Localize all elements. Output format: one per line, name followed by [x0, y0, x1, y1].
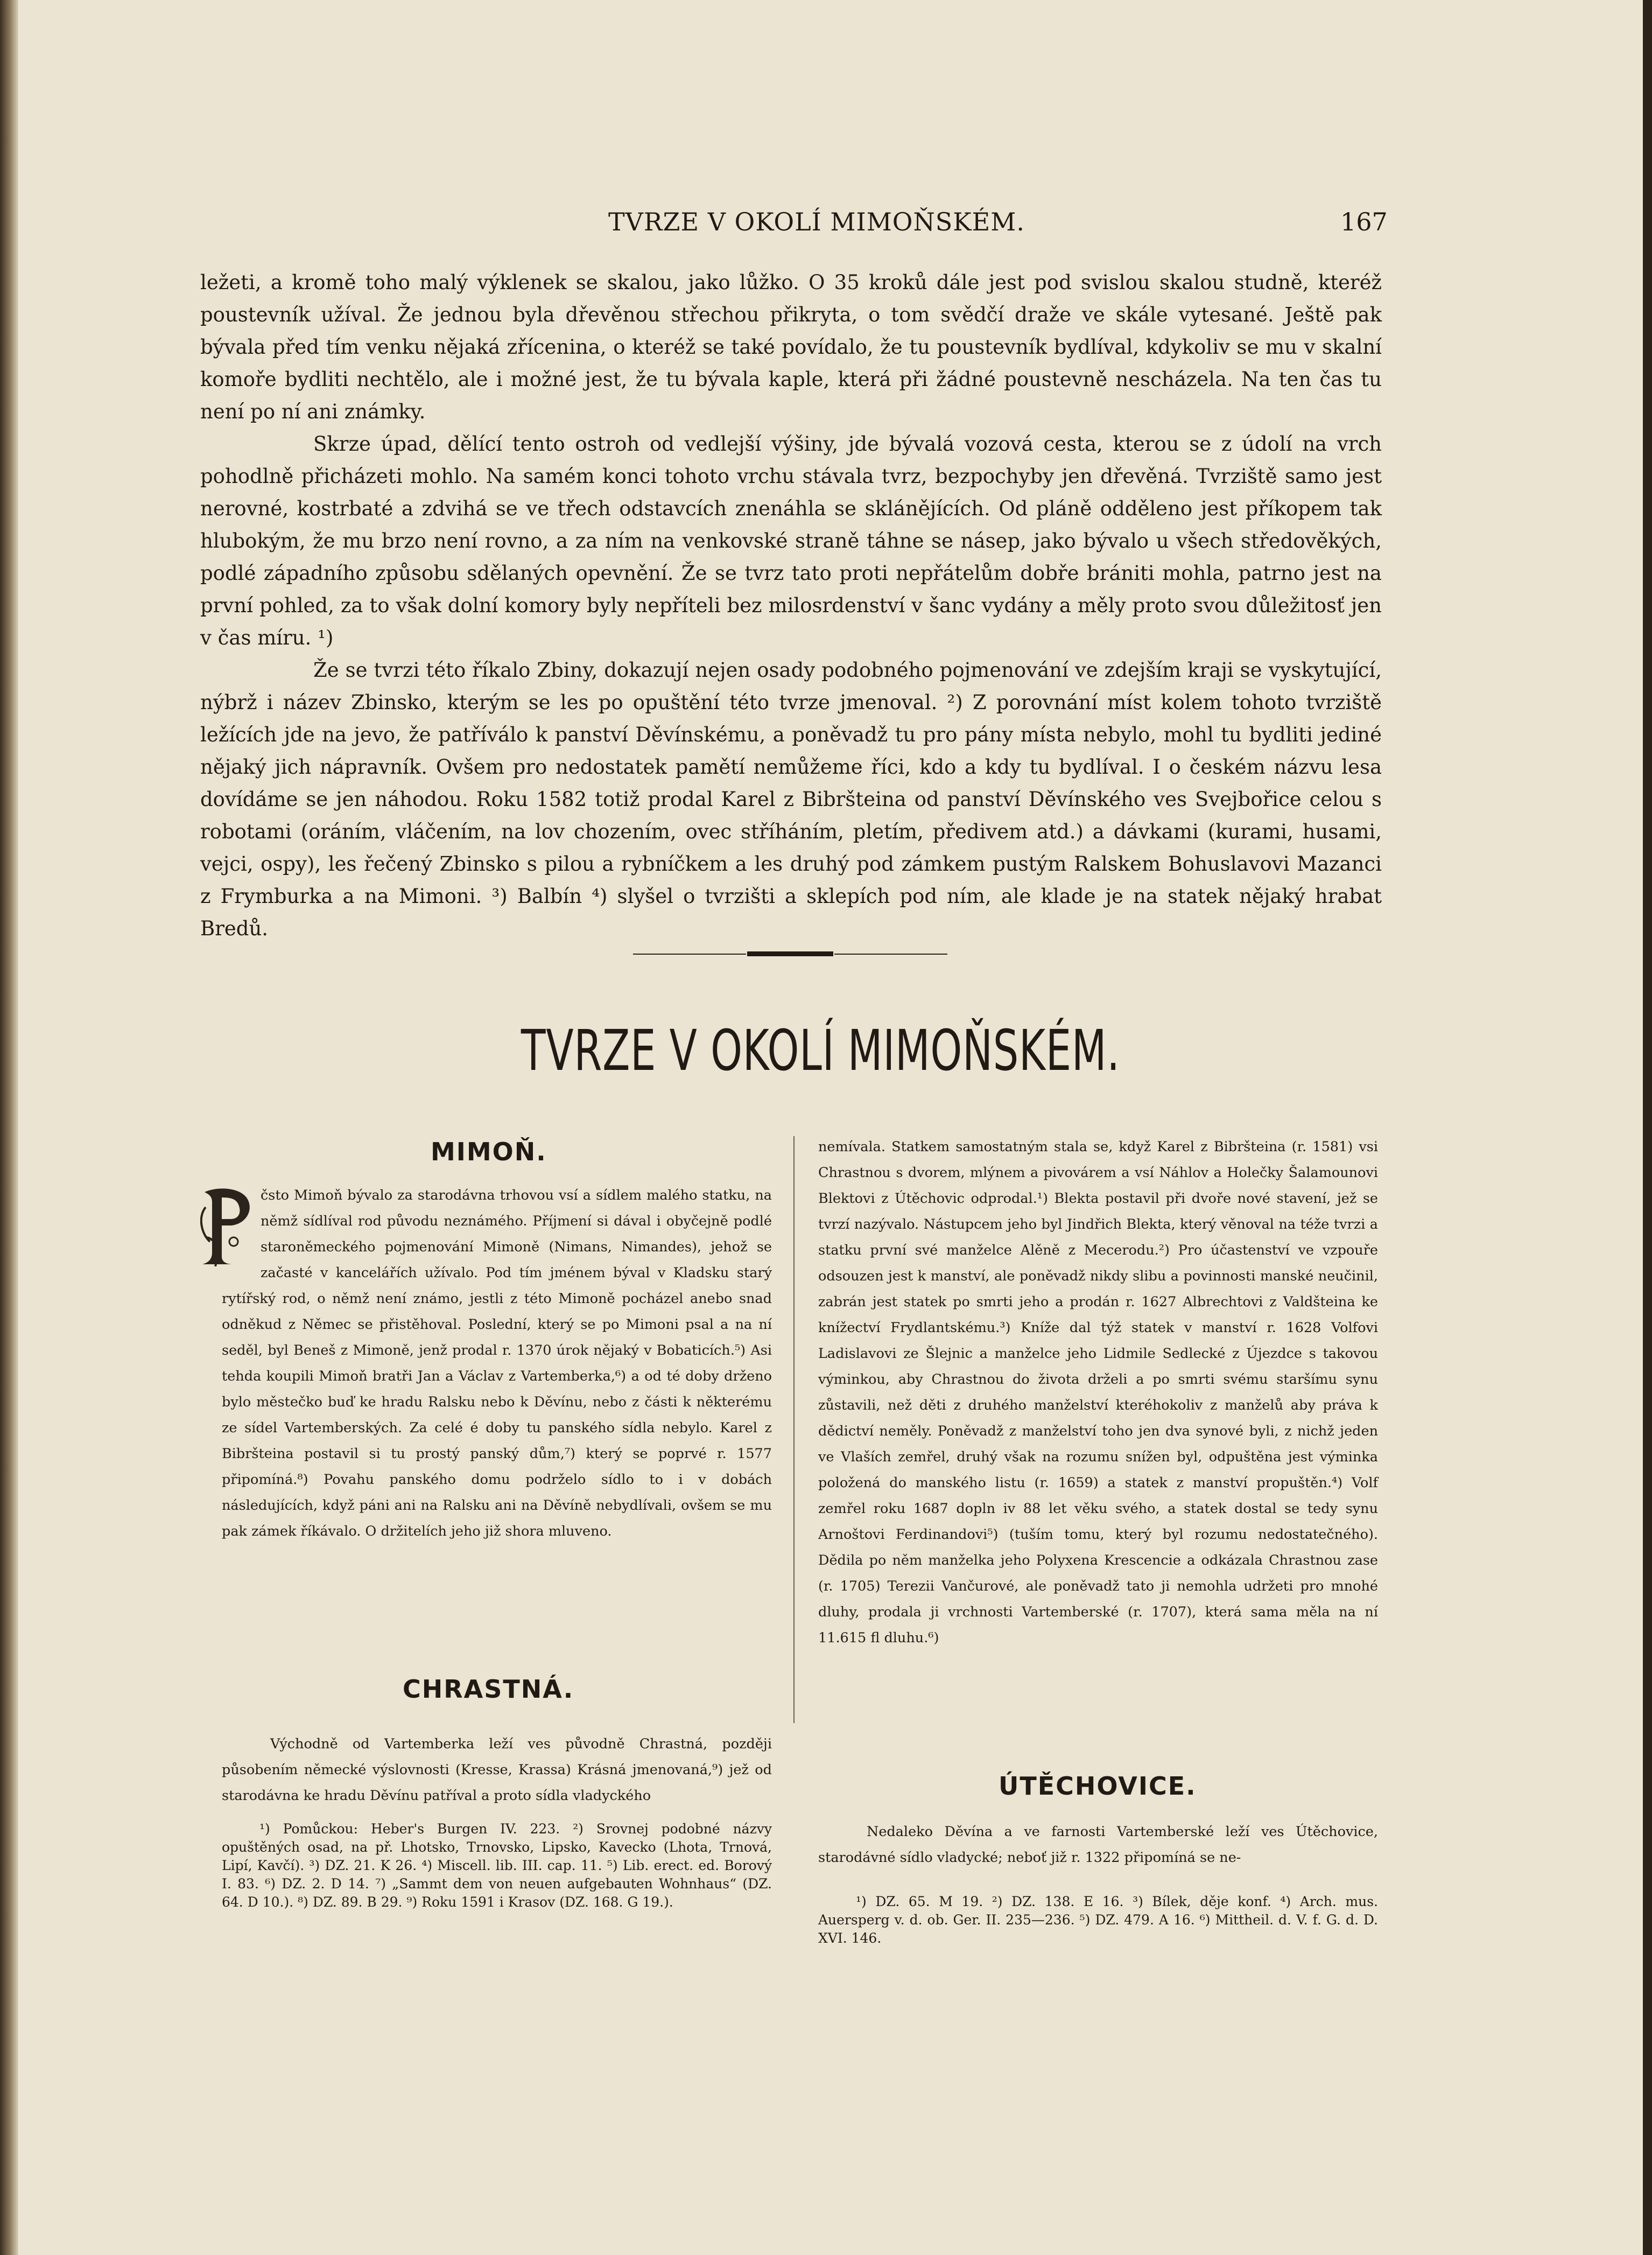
footnote-text: ¹) DZ. 65. M 19. ²) DZ. 138. E 16. ³) Bílek, děje konf. ⁴) Arch. mus. Auersperg v. d. ob. Ger. II. 235—236. ⁵) DZ. 479. A 16. ⁶) Mittheil. d. V. f. G. d. D. XVI. 146. — [818, 1894, 1378, 1946]
paragraph: nemívala. Statkem samostatným stala se, když Karel z Bibršteina (r. 1581) vsi Chrastnou s dvorem, mlýnem a pivovárem a vsí Náhlov a Holečky Šalamounovi Blektovi z Útěchovic odprodal.¹) Blekta postavil při dvoře nové stavení, jež se tvrzí nazývalo. Nástupcem jeho byl Jindřich Blekta, který věnoval na téže tvrzi a statku první své manželce Alěně z Mecerodu.²) Pro účastenství ve vzpouře odsouzen jest k manství, ale poněvadž nikdy slibu a povinnosti manské neučinil, zabrán jest statek po smrti jeho a prodán r. 1627 Albrechtovi z Valdšteina ke knížectví Frydlantskému.³) Kníže dal týž statek v manství r. 1628 Volfovi Ladislavovi ze Šlejnic a manželce jeho Lidmile Sedlecké z Újezdce s takovou výminkou, aby Chrastnou do života drželi a po smrti svému staršímu synu zůstavili, než děti z druhého manželství kteréhokoliv z manželů aby práva k dědictví neměly. Poněvadž z manželství toho jen dva synové byli, z nichž jeden ve Vlaších zemřel, druhý však na rozumu snížen byl, odpuštěna jest výminka položená do manského listu (r. 1659) a statek z manství propuštěn.⁴) Volf zemřel roku 1687 dopln iv 88 let věku svého, a statek dostal se tedy synu Arnoštovi Ferdinandovi⁵) (tuším tomu, který byl rozumu nedostatečného). Dědila po něm manželka jeho Polyxena Krescencie a odkázala Chrastnou zase (r. 1705) Terezii Vančurové, ale poněvadž tato ji nemohla udržeti pro mnohé dluhy, prodala ji vrchnosti Vartemberské (r. 1707), která sama měla na ní 11.615 fl dluhu.⁶) — [818, 1139, 1378, 1646]
separator-rule-right — [834, 954, 947, 955]
page-number: 167 — [1340, 207, 1388, 236]
left-column-chrastna — [222, 1731, 772, 1809]
subheading-chrastna: CHRASTNÁ. — [403, 1675, 574, 1704]
footnotes-right — [818, 1893, 1378, 1948]
paragraph: čsto Mimoň bývalo za starodávna trhovou vsí a sídlem malého statku, na němž sídlíval rod původu neznámého. Příjmení si dával i obyčejně podlé staroněmeckého pojmenování Mimoně (Nimans, Nimandes), jehož se začasté v kancelářích užívalo. Pod tím jménem býval v Kladsku starý rytířský rod, o němž není známo, jestli z této Mimoně pocházel anebo snad odněkud z Němec se přistěhoval. Poslední, který se po Mimoni psal a na ní seděl, byl Beneš z Mimoně, jenž prodal r. 1370 úrok nějaký v Bobaticích.⁵) Asi tehda koupili Mimoň bratři Jan a Václav z Vartemberka,⁶) a od té doby drženo bylo městečko buď ke hradu Ralsku nebo k Děvínu, nebo z části k některému ze sídel Vartemberských. Za celé é doby tu panského sídla nebylo. Karel z Bibršteina postavil si tu prostý panský dům,⁷) který se poprvé r. 1577 připomíná.⁸) Povahu panského domu podrželo sídlo to i v dobách následujících, když páni ani na Ralsku ani na Děvíně nebydlívali, ovšem se mu pak zámek říkávalo. O držitelích jeho již shora mluveno. — [222, 1187, 772, 1539]
book-binding — [0, 0, 18, 2255]
paragraph: Východně od Vartemberka leží ves původně Chrastná, později působením německé výslovnosti (Kresse, Krassa) Krásná jmenovaná,⁹) jež od starodávna ke hradu Děvínu patříval a proto sídla vladyckého — [222, 1736, 772, 1804]
page-edge — [1643, 0, 1652, 2255]
section-title: TVRZE V OKOLÍ MIMOŇSKÉM. — [521, 1018, 1120, 1083]
paragraph: Skrze úpad, dělící tento ostroh od vedlejší výšiny, jde bývalá vozová cesta, kterou se z údolí na vrch pohodlně přicházeti mohlo. Na samém konci tohoto vrchu stávala tvrz, bezpochyby jen dřevěná. Tvrziště samo jest nerovné, kostrbaté a zdvihá se ve třech odstavcích znenáhla se sklánějících. Od pláně odděleno jest příkopem tak hlubokým, že mu brzo není rovno, a za ním na venkovské straně táhne se násep, jako bývalo u všech středověkých, podlé západního způsobu sdělaných opevnění. Že se tvrz tato proti nepřátelům dobře brániti mohla, patrno jest na první pohled, za to však dolní komory byly nepříteli bez milosrdenství v šanc vydány a měly proto svou důležitosť jen v čas míru. ¹) — [200, 432, 1382, 649]
top-text-block — [200, 267, 1382, 945]
subheading-utechovice: ÚTĚCHOVICE. — [999, 1771, 1197, 1801]
decorative-initial-icon — [200, 1186, 252, 1266]
right-column-chrastna — [818, 1134, 1378, 1651]
paragraph: Nedaleko Děvína a ve farnosti Vartemberské leží ves Útěchovice, starodávné sídlo vladycké; neboť již r. 1322 připomíná se ne- — [818, 1824, 1378, 1866]
paragraph: Že se tvrzi této říkalo Zbiny, dokazují nejen osady podobného pojmenování ve zdejším kraji se vyskytující, nýbrž i název Zbinsko, kterým se les po opuštění této tvrze jmenoval. ²) Z porovnání míst kolem tohoto tvrziště ležících jde na jevo, že patříválo k panství Děvínskému, a poněvadž tu pro pány místa nebylo, mohl tu bydliti jediné nějaký jich nápravník. Ovšem pro nedostatek pamětí nemůžeme říci, kdo a kdy tu bydlíval. I o českém názvu lesa dovídáme se jen náhodou. Roku 1582 totiž prodal Karel z Bibršteina od panství Děvínského ves Svejbořice celou s robotami (oráním, vláčením, na lov chozením, ovec stříháním, pletím, předivem atd.) a dávkami (kurami, husami, vejci, ospy), les řečený Zbinsko s pilou a rybníčkem a les druhý pod zámkem pustým Ralskem Bohuslavovi Mazanci z Frymburka a na Mimoni. ³) Balbín ⁴) slyšel o tvrzišti a sklepích pod ním, ale klade je na statek nějaký hrabat Bredů. — [200, 659, 1382, 940]
right-column-utechovice — [818, 1819, 1378, 1871]
separator-rule-center — [747, 951, 833, 956]
running-title: TVRZE V OKOLÍ MIMOŇSKÉM. — [608, 207, 1025, 236]
footnotes-left — [222, 1820, 772, 1911]
left-column-mimon — [222, 1182, 772, 1544]
column-divider — [793, 1136, 795, 1723]
subheading-mimon: MIMOŇ. — [431, 1137, 547, 1166]
separator-rule-left — [633, 954, 746, 955]
footnote-text: ¹) Pomůckou: Heber's Burgen IV. 223. ²) Srovnej podobné názvy opuštěných osad, na př. Lhotsko, Trnovsko, Lipsko, Kavecko (Lhota, Trnová, Lipí, Kavčí). ³) DZ. 21. K 26. ⁴) Miscell. lib. III. cap. 11. ⁵) Lib. erect. ed. Borový I. 83. ⁶) DZ. 2. D 14. ⁷) „Sammt dem von neuen aufgebauten Wohnhaus“ (DZ. 64. D 10.). ⁸) DZ. 89. B 29. ⁹) Roku 1591 i Krasov (DZ. 168. G 19.). — [222, 1821, 772, 1910]
paragraph: ležeti, a kromě toho malý výklenek se skalou, jako lůžko. O 35 kroků dále jest pod svislou skalou studně, kteréž poustevník užíval. Že jednou byla dřevěnou střechou přikryta, o tom svědčí draže ve skále vytesané. Ještě pak bývala před tím venku nějaká zřícenina, o kteréž se také povídalo, že tu poustevník bydlíval, kdykoliv se mu v skalní komoře bydliti nechtělo, ale i možné jest, že tu bývala kaple, která při žádné poustevně nescházela. Na ten čas tu není po ní ani známky. — [200, 271, 1382, 423]
